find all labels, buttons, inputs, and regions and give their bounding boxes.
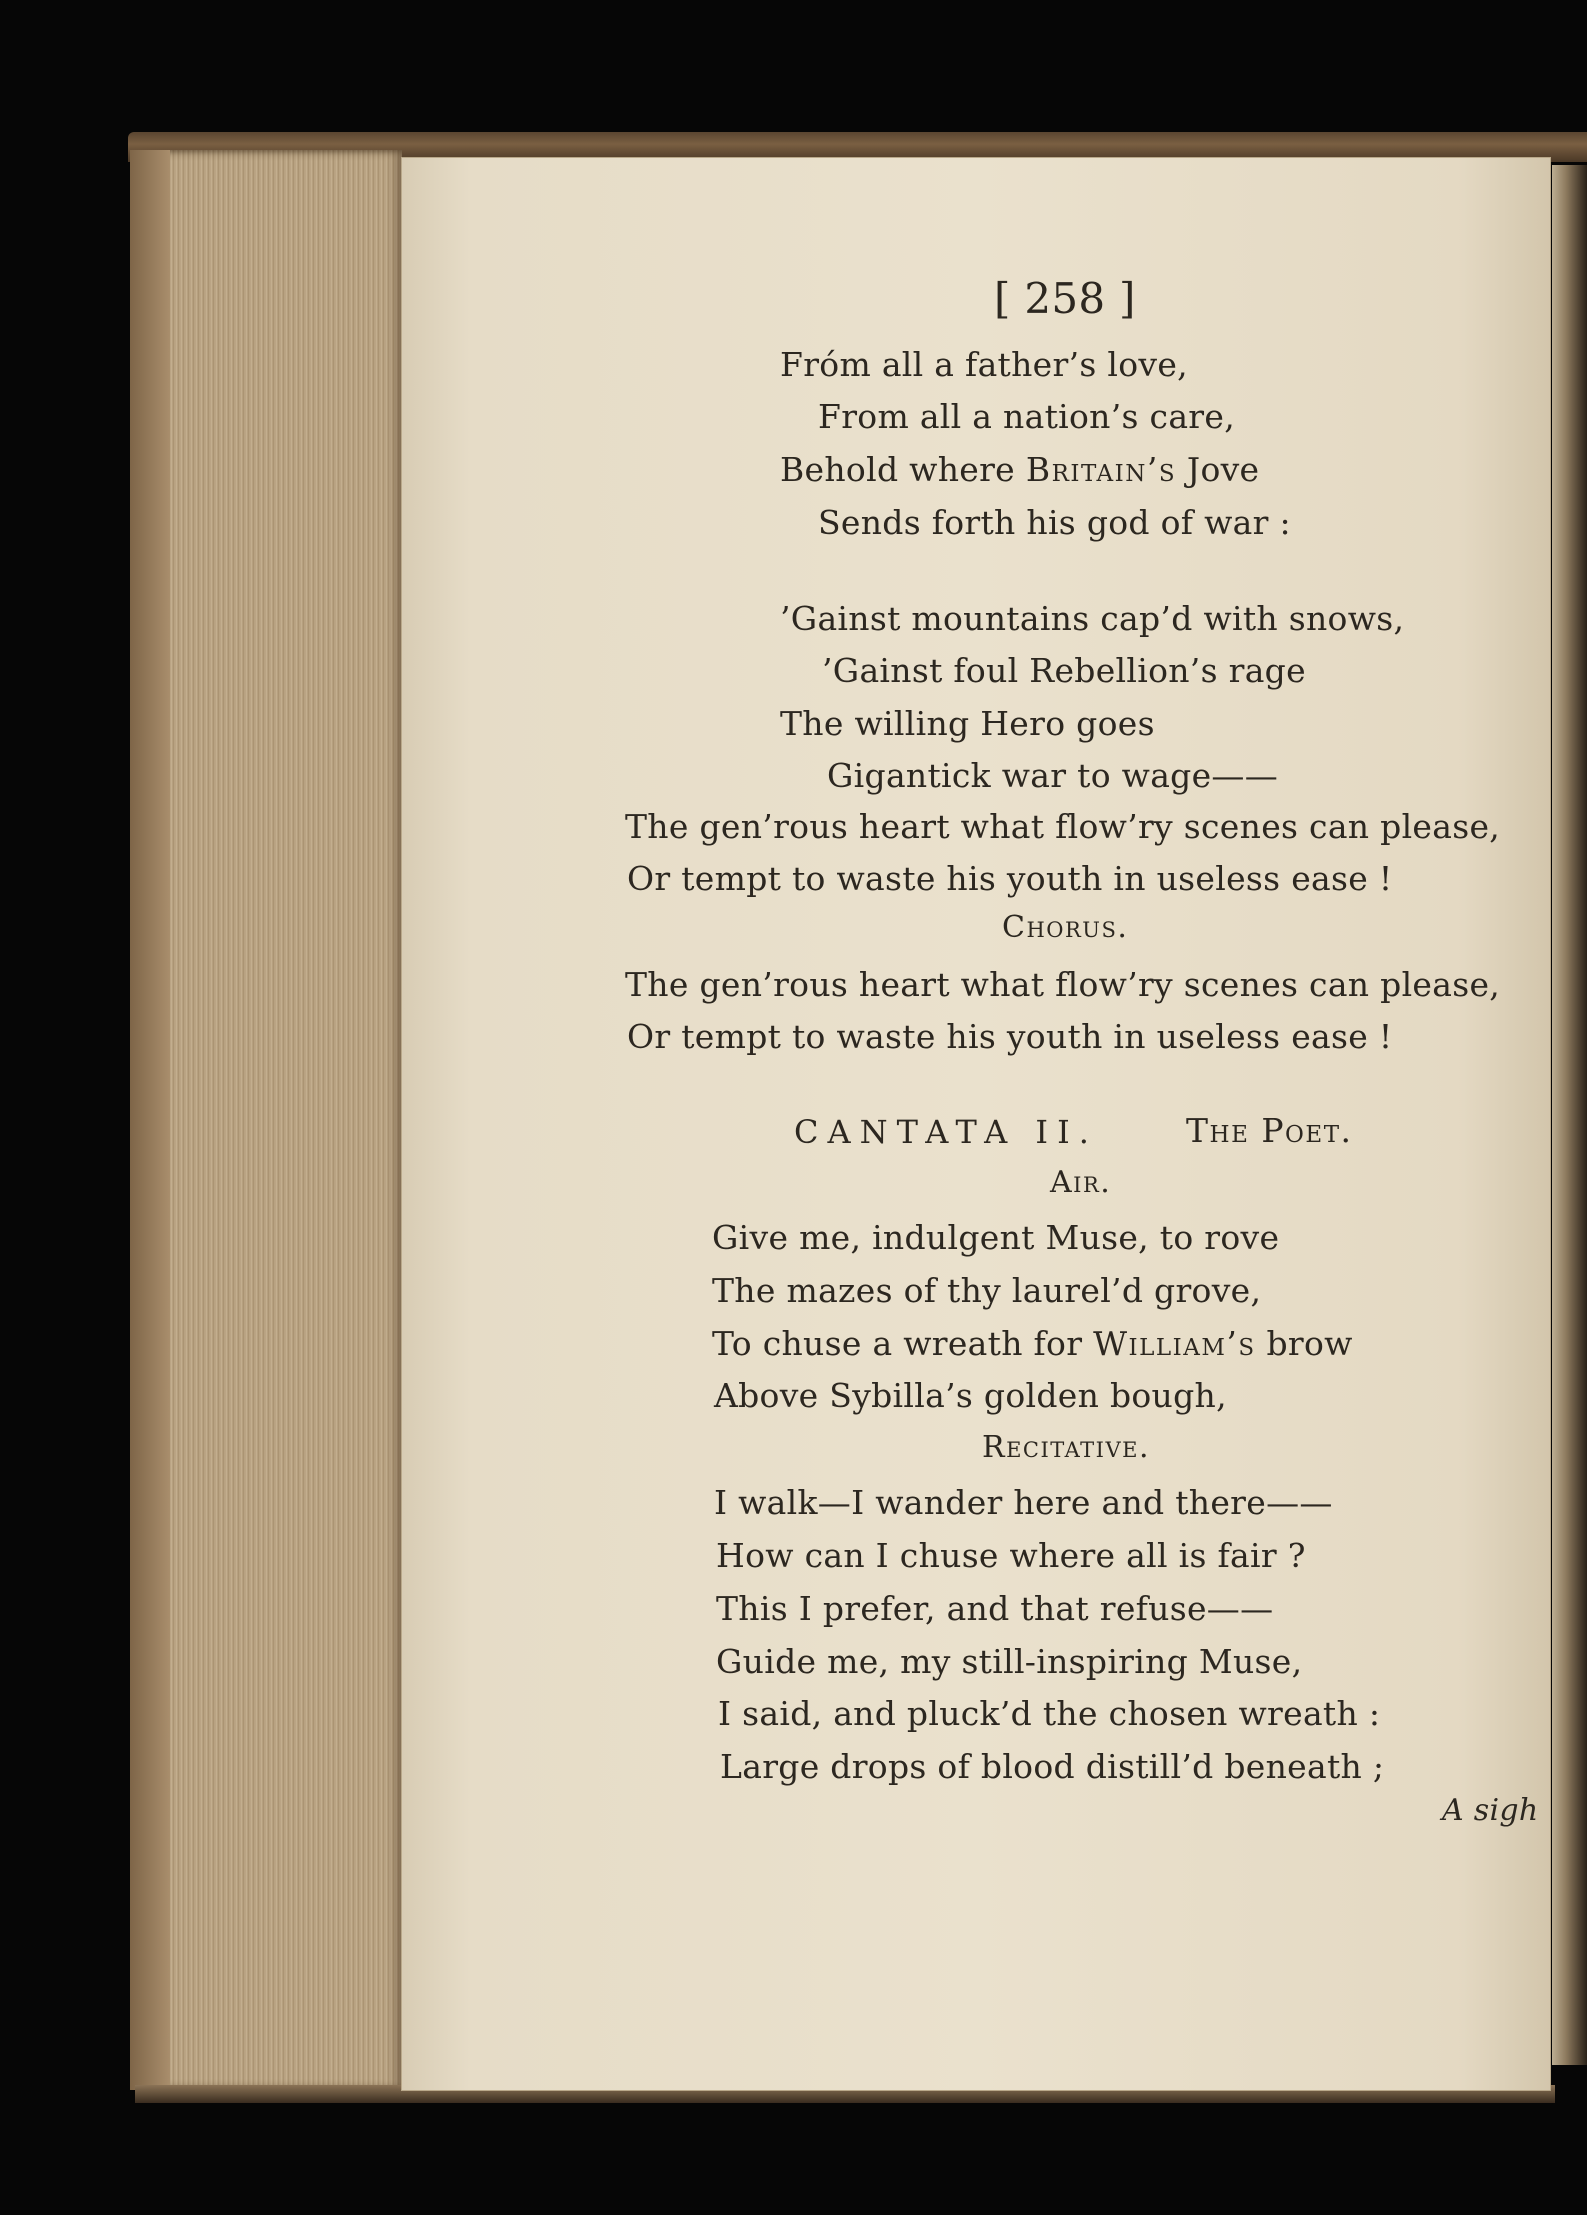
verse-line: The willing Hero goes xyxy=(780,704,1155,743)
small-caps-name: Britain’s xyxy=(1025,450,1177,489)
verse-line: Or tempt to waste his youth in useless ease ! xyxy=(627,1017,1393,1056)
verse-line: Above Sybilla’s golden bough, xyxy=(714,1376,1227,1415)
page-number: [ 258 ] xyxy=(994,274,1136,323)
page-block-edges xyxy=(130,150,402,2090)
verse-line: I walk—I wander here and there—— xyxy=(714,1483,1333,1522)
verse-line xyxy=(780,450,1260,489)
verse-line: Guide me, my still-inspiring Muse, xyxy=(716,1642,1303,1681)
verse-line: From all a nation’s care, xyxy=(818,397,1235,436)
verse-line: How can I chuse where all is fair ? xyxy=(716,1536,1306,1575)
verse-text: brow xyxy=(1266,1324,1353,1363)
verse-line: Gigantick war to wage—— xyxy=(827,756,1279,795)
verse-line: Or tempt to waste his youth in useless ease ! xyxy=(627,859,1393,898)
verse-line: The gen’rous heart what flow’ry scenes can please, xyxy=(625,807,1501,846)
book-page xyxy=(402,158,1550,2090)
verse-line: Large drops of blood distill’d beneath ; xyxy=(720,1747,1385,1786)
verse-line: ’Gainst mountains cap’d with snows, xyxy=(780,599,1405,638)
small-caps-name: William’s xyxy=(1093,1324,1256,1363)
catchword: A sigh xyxy=(1442,1793,1539,1828)
verse-line: ’Gainst foul Rebellion’s rage xyxy=(822,651,1306,690)
air-heading: Air. xyxy=(1050,1165,1112,1200)
verse-text: Behold where xyxy=(780,450,1016,489)
verse-line: This I prefer, and that refuse—— xyxy=(716,1589,1274,1628)
verse-line: Fróm all a father’s love, xyxy=(780,345,1188,384)
verse-line: Give me, indulgent Muse, to rove xyxy=(712,1218,1280,1257)
verse-line: The gen’rous heart what flow’ry scenes can please, xyxy=(625,965,1501,1004)
verse-text: Jove xyxy=(1186,450,1260,489)
verse-line: Sends forth his god of war : xyxy=(818,503,1291,542)
verse-text: To chuse a wreath for xyxy=(712,1324,1083,1363)
verse-line: The mazes of thy laurel’d grove, xyxy=(712,1271,1262,1310)
verse-line xyxy=(712,1324,1353,1363)
cantata-heading: CANTATA II. xyxy=(794,1113,1098,1151)
facing-page-edge xyxy=(1552,165,1587,2065)
chorus-heading: Chorus. xyxy=(1002,910,1129,945)
spine-shadow xyxy=(130,150,170,2090)
verse-line: I said, and pluck’d the chosen wreath : xyxy=(718,1694,1381,1733)
cantata-subtitle: The Poet. xyxy=(1186,1111,1353,1150)
recitative-heading: Recitative. xyxy=(982,1430,1150,1465)
